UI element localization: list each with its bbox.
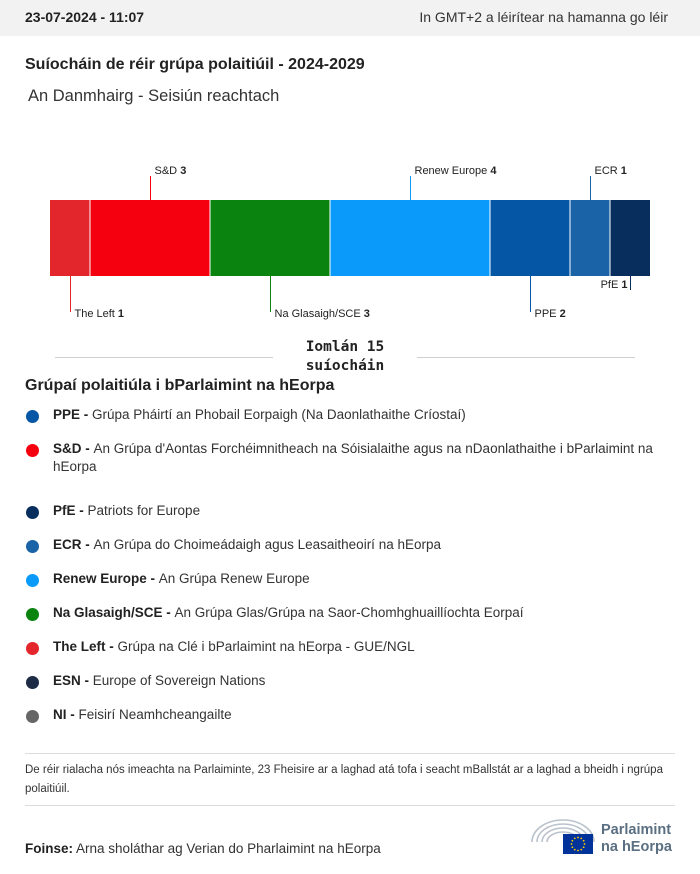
bar-segment-pfe [610, 200, 650, 276]
timezone-note: In GMT+2 a léirítear na hamanna go léir [419, 9, 668, 25]
legend-color-dot [26, 642, 39, 655]
top-bar [0, 0, 700, 36]
eu-star-icon [577, 850, 579, 852]
eu-star-icon [577, 837, 579, 839]
bar-segment-the-left [50, 200, 90, 276]
data-label-pfe: PfE 1 [600, 279, 628, 291]
legend-abbr: The Left - [53, 639, 118, 654]
legend-description: Patriots for Europe [87, 503, 201, 518]
legend-text [53, 706, 673, 724]
legend-description: Grúpa Pháirtí an Phobail Eorpaigh (Na Daonlathaithe Críostaí) [92, 407, 466, 422]
source-line [25, 841, 381, 856]
legend-color-dot [26, 710, 39, 723]
eu-star-icon [583, 846, 585, 848]
note-divider-top [25, 753, 675, 754]
legend-description: Europe of Sovereign Nations [92, 673, 266, 688]
data-label-ppe: PPE 2 [534, 308, 566, 320]
logo-text [601, 822, 672, 856]
legend-text [53, 502, 673, 520]
source-text: Arna sholáthar ag Verian do Pharlaimint na hEorpa [76, 841, 381, 856]
bar-segment-ppe [490, 200, 570, 276]
legend-text [53, 570, 673, 588]
legend-color-dot [26, 506, 39, 519]
total-seats [55, 338, 635, 378]
legend-description: Grúpa na Clé i bParlaimint na hEorpa - GUE/NGL [117, 639, 415, 654]
eu-star-icon [574, 837, 576, 839]
legend-description: An Grúpa Glas/Grúpa na Saor-Chomhghuaillíochta Eorpaí [174, 605, 524, 620]
legend-abbr: NI - [53, 707, 79, 722]
total-divider-left [55, 357, 273, 358]
bar-segment-s-d [90, 200, 210, 276]
source-label: Foinse: [25, 841, 74, 856]
data-label-ecr: ECR 1 [594, 165, 627, 177]
seat-bar-chart [0, 140, 700, 330]
eu-star-icon [580, 837, 582, 839]
legend-description: An Grúpa Renew Europe [158, 571, 310, 586]
legend-title: Grúpaí polaitiúla i bParlaimint na hEorpa [25, 377, 335, 394]
legend-color-dot [26, 444, 39, 457]
chart-subtitle: An Danmhairg - Seisiún reachtach [28, 87, 280, 105]
bar-segment-ecr [570, 200, 610, 276]
eu-star-icon [571, 840, 573, 842]
total-seats-label [273, 338, 417, 376]
total-divider-right [417, 357, 635, 358]
eu-star-icon [584, 843, 586, 845]
data-label-na-glasaigh-sce: Na Glasaigh/SCE 3 [274, 308, 370, 320]
european-parliament-logo[interactable] [530, 816, 680, 856]
legend-abbr: Renew Europe - [53, 571, 159, 586]
legend-abbr: ESN - [53, 673, 93, 688]
bar-segment-renew-europe [330, 200, 490, 276]
total-seats-unit: suíocháin [305, 358, 385, 374]
legend-color-dot [26, 574, 39, 587]
timestamp: 23-07-2024 - 11:07 [25, 9, 145, 25]
note-divider-bottom [25, 805, 675, 806]
legend-text [53, 406, 673, 424]
legend-abbr: ECR - [53, 537, 94, 552]
logo-line-2: na hEorpa [601, 839, 672, 855]
legend-text [53, 440, 673, 476]
legend-text [53, 536, 673, 554]
legend-description: An Grúpa d'Aontas Forchéimnitheach na Sóisialaithe agus na nDaonlathaithe i bParlaimint na hEorpa [53, 441, 653, 474]
legend-abbr: PPE - [53, 407, 93, 422]
data-label-renew-europe: Renew Europe 4 [414, 165, 497, 177]
eu-star-icon [571, 846, 573, 848]
legend-text [53, 672, 673, 690]
legend-abbr: S&D - [53, 441, 94, 456]
eu-star-icon [574, 849, 576, 851]
legend-text [53, 604, 673, 622]
legend-color-dot [26, 608, 39, 621]
rules-note: De réir rialacha nós imeachta na Parlaiminte, 23 Fheisire ar a laghad atá tofa i seacht mBallstát ar a laghad a bheidh i ngrúpa polaitiúil. [25, 764, 663, 795]
data-label-s-d: S&D 3 [154, 165, 187, 177]
eu-star-icon [583, 840, 585, 842]
data-label-the-left: The Left 1 [74, 308, 125, 320]
legend-abbr: PfE - [53, 503, 88, 518]
legend-description: An Grúpa do Choimeádaigh agus Leasaitheoirí na hEorpa [93, 537, 441, 552]
total-seats-count: Iomlán 15 [305, 339, 385, 355]
bar-segment-na-glasaigh-sce [210, 200, 330, 276]
parliament-hemicycle-icon [530, 816, 596, 856]
legend-color-dot [26, 410, 39, 423]
legend-color-dot [26, 676, 39, 689]
legend-abbr: Na Glasaigh/SCE - [53, 605, 175, 620]
logo-line-1: Parlaimint [601, 822, 672, 838]
eu-star-icon [571, 843, 573, 845]
chart-title: Suíocháin de réir grúpa polaitiúil - 2024-2029 [25, 56, 365, 73]
legend-color-dot [26, 540, 39, 553]
legend-text [53, 638, 673, 656]
eu-star-icon [580, 849, 582, 851]
legend-description: Feisirí Neamhcheangailte [78, 707, 232, 722]
